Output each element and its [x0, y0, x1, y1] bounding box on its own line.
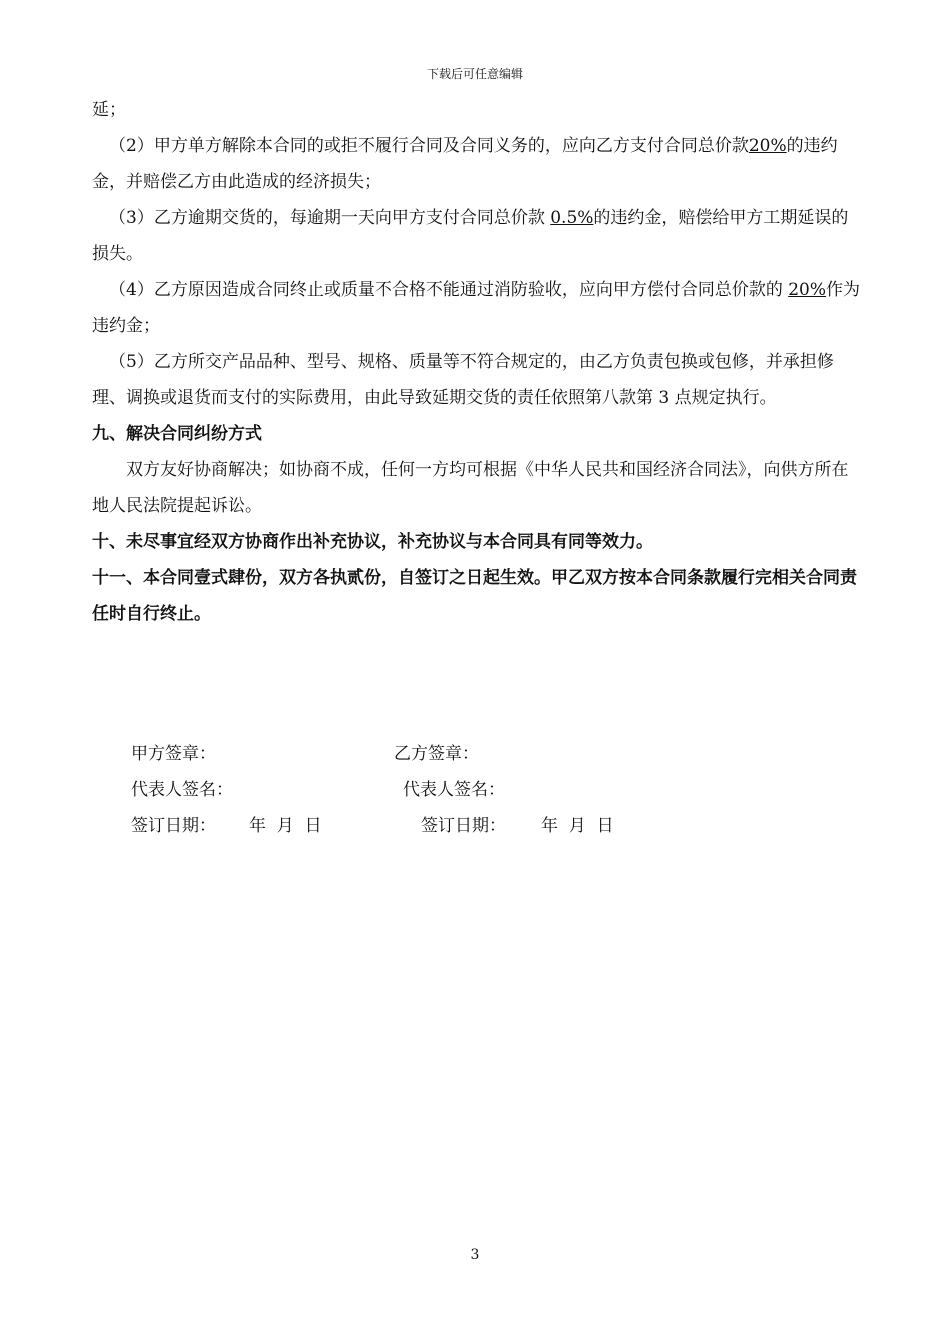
party-b-representative-label: 代表人签名： — [403, 780, 505, 800]
clause-3-text-b: 的违约金，赔偿给甲方工期延误的损失。 — [92, 208, 849, 264]
party-b-date-value: 年 月 日 — [541, 816, 614, 836]
page-number: 3 — [470, 1247, 480, 1263]
section-9-heading: 九、解决合同纠纷方式 — [92, 424, 262, 444]
clause-4-text-a: （4）乙方原因造成合同终止或质量不合格不能通过消防验收，应向甲方偿付合同总价款的 — [109, 280, 789, 300]
party-a-seal-label: 甲方签章： — [131, 744, 216, 764]
signature-row-representative — [131, 772, 751, 808]
clause-3 — [92, 200, 860, 272]
party-a-date-label: 签订日期： — [131, 816, 216, 836]
contract-body — [92, 92, 860, 632]
party-a-representative-label: 代表人签名： — [131, 780, 233, 800]
party-b-seal-label: 乙方签章： — [394, 744, 479, 764]
clause-4 — [92, 272, 860, 344]
clause-5: （5）乙方所交产品品种、型号、规格、质量等不符合规定的，由乙方负责包换或包修，并承担修理、调换或退货而支付的实际费用，由此导致延期交货的责任依照第八款第 3 点规定执行。 — [92, 352, 834, 408]
party-a-date-value: 年 月 日 — [249, 816, 322, 836]
signature-block — [131, 736, 751, 844]
signature-row-seal — [131, 736, 751, 772]
section-10-heading: 十、未尽事宜经双方协商作出补充协议，补充协议与本合同具有同等效力。 — [92, 532, 653, 552]
clause-2-text-a: （2）甲方单方解除本合同的或拒不履行合同及合同义务的，应向乙方支付合同总价款 — [109, 136, 749, 156]
clause-3-rate: 0.5% — [550, 208, 594, 228]
clause-2-rate: 20% — [748, 136, 787, 156]
paragraph-continuation: 延； — [92, 100, 126, 120]
clause-4-rate: 20% — [788, 280, 827, 300]
section-9-body: 双方友好协商解决；如协商不成，任何一方均可根据《中华人民共和国经济合同法》，向供方所在地人民法院提起诉讼。 — [92, 460, 849, 516]
clause-4-text-b: 作为违约金； — [92, 280, 861, 336]
page-header: 下载后可任意编辑 — [426, 67, 523, 81]
clause-2 — [92, 128, 860, 200]
clause-3-text-a: （3）乙方逾期交货的，每逾期一天向甲方支付合同总价款 — [109, 208, 551, 228]
signature-row-date — [131, 808, 751, 844]
party-b-date-label: 签订日期： — [421, 816, 506, 836]
section-11-heading: 十一、本合同壹式肆份，双方各执贰份，自签订之日起生效。甲乙双方按本合同条款履行完相关合同责任时自行终止。 — [92, 568, 857, 624]
clause-2-text-b: 的违约金，并赔偿乙方由此造成的经济损失； — [92, 136, 838, 192]
